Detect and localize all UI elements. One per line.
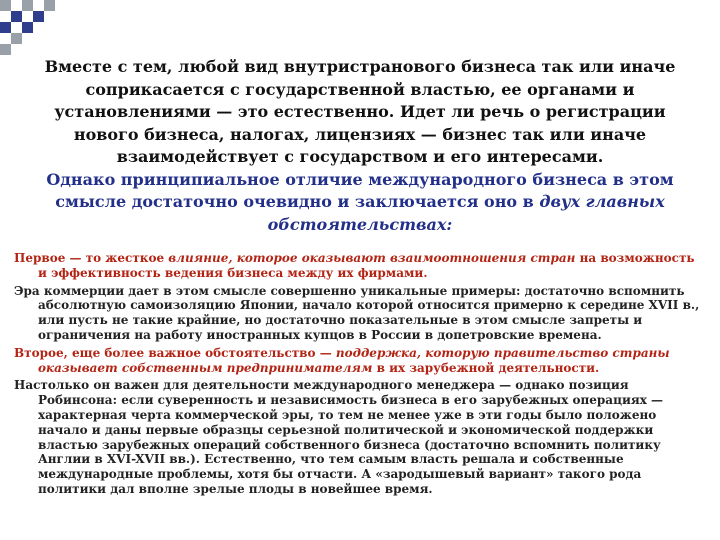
second-point-italic: поддержка, которую правительство страны оказывает собственным предпринимателям	[38, 345, 670, 375]
first-point	[14, 251, 704, 281]
importance-paragraph: Настолько он важен для деятельности международного менеджера — однако позиция Робинсона: если суверенность и независимость бизнеса в его зарубежных операциях — характерная черта коммерческой эры, то тем не менее уже в эти годы было положено начало и даны первые образцы серьезной политической и экономической поддержки властью зарубежных операций собственного бизнеса (достаточно вспомнить политику Англии в XVI-XVII вв.). Естественно, что тем самым власть решала и собственные международные проблемы, хотя бы отчасти. А «зародышевый вариант» такого рода политики дал вполне зрелые плоды в новейшее время.	[14, 378, 664, 496]
commerce-paragraph: Эра коммерции дает в этом смысле совершенно уникальные примеры: достаточно вспомнить абсолютную самоизоляцию Японии, начало которой относится примерно к середине XVII в., или пусть не такие крайние, но достаточно показательные в этом смысле запреты и ограничения на работу иностранных купцов в России в допетровские времена.	[14, 283, 700, 342]
first-point-lead: Первое — то жесткое	[14, 251, 165, 265]
decor-square	[11, 33, 22, 44]
second-point-tail: в их зарубежной деятельности.	[376, 360, 600, 375]
corner-decoration	[0, 0, 70, 60]
decor-square	[0, 22, 11, 33]
decor-square	[0, 44, 11, 55]
second-point-lead: Второе, еще более важное обстоятельство —	[14, 345, 332, 360]
decor-square	[22, 22, 33, 33]
decor-square	[44, 0, 55, 11]
intro-paragraph: Вместе с тем, любой вид внутристранового бизнеса так или иначе соприкасается с государственной властью, ее органами и установлениями — это естественно. Идет ли речь о регистрации нового бизнеса, налогах, лицензиях — бизнес так или иначе взаимодействует с государством и его интересами.	[44, 57, 676, 166]
body-text	[14, 251, 704, 500]
first-point-italic: влияние, которое оказывают взаимоотношения стран	[168, 251, 576, 265]
key-difference-text: Однако принципиальное отличие международного бизнеса в этом смысле достаточно очевидно и заключается оно в	[46, 169, 674, 211]
decor-square	[0, 0, 11, 11]
decor-square	[11, 11, 22, 22]
intro-key-difference	[30, 169, 690, 237]
second-point	[14, 346, 704, 376]
decor-square	[33, 11, 44, 22]
decor-square	[22, 0, 33, 11]
key-difference-italic: двух главных обстоятельствах:	[267, 192, 665, 234]
first-point-tail: на возможность и эффективность ведения бизнеса между их фирмами.	[38, 251, 695, 280]
intro-text	[30, 56, 690, 236]
